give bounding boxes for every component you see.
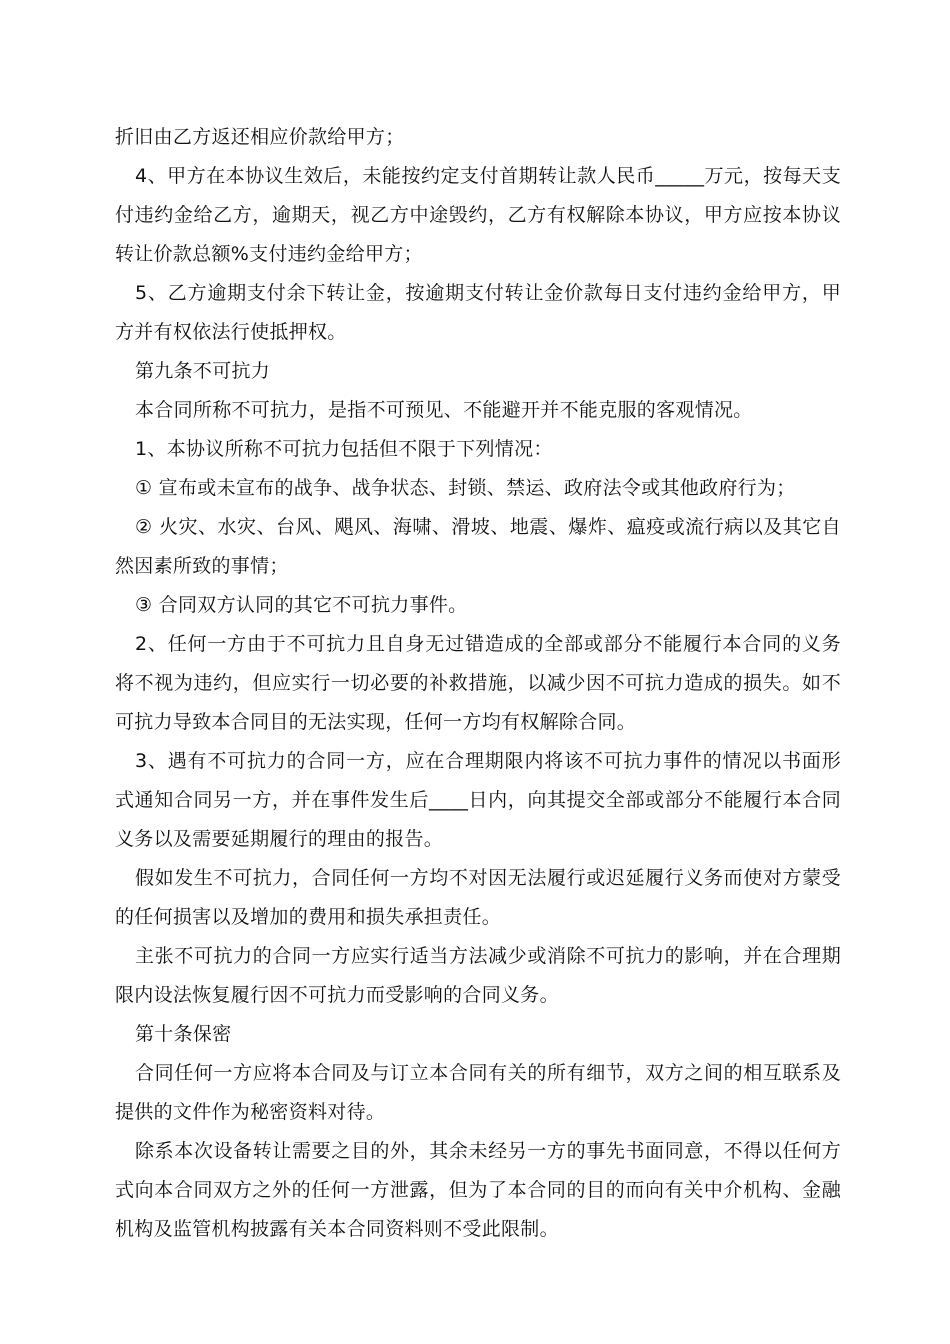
paragraph-confidentiality-exceptions: 除系本次设备转让需要之目的外，其余未经另一方的事先书面同意，不得以任何方式向本合同双方之外的任何一方泄露，但为了本合同的目的而向有关中介机构、金融机构及监管机构披露有关本合同资料则不受此限制。 (115, 1140, 841, 1240)
paragraph-confidentiality-scope: 合同任何一方应将本合同及与订立本合同有关的所有细节，双方之间的相互联系及提供的文件作为秘密资料对待。 (115, 1062, 841, 1123)
paragraph-force-majeure-item-2: 2、任何一方由于不可抗力且自身无过错造成的全部或部分不能履行本合同的义务将不视为违约，但应实行一切必要的补救措施，以减少因不可抗力造成的损失。如不可抗力导致本合同目的无法实现，任何一方均有权解除合同。 (115, 633, 841, 733)
paragraph-depreciation-refund: 折旧由乙方返还相应价款给甲方； (115, 126, 405, 148)
list-item-natural-disaster: ② 火灾、水灾、台风、飓风、海啸、滑坡、地震、爆炸、瘟疫或流行病以及其它自然因素所致的事情； (115, 516, 841, 577)
paragraph-clause-4-party-a-default: 4、甲方在本协议生效后，未能按约定支付首期转让款人民币_____万元，按每天支付违约金给乙方，逾期天，视乙方中途毁约，乙方有权解除本协议，甲方应按本协议转让价款总额%支付违约金给甲方； (115, 165, 841, 265)
list-item-war: ① 宣布或未宣布的战争、战争状态、封锁、禁运、政府法令或其他政府行为； (135, 477, 796, 499)
paragraph-clause-5-party-b-late-payment: 5、乙方逾期支付余下转让金，按逾期支付转让金价款每日支付违约金给甲方，甲方并有权依法行使抵押权。 (115, 282, 841, 343)
document-body (115, 118, 841, 1249)
paragraph-force-majeure-definition: 本合同所称不可抗力，是指不可预见、不能避开并不能克服的客观情况。 (135, 399, 753, 421)
section-heading-force-majeure: 第九条不可抗力 (135, 360, 271, 382)
section-heading-confidentiality: 第十条保密 (135, 1023, 232, 1045)
paragraph-force-majeure-item-1: 1、本协议所称不可抗力包括但不限于下列情况： (135, 438, 553, 460)
paragraph-force-majeure-item-3: 3、遇有不可抗力的合同一方，应在合理期限内将该不可抗力事件的情况以书面形式通知合同另一方，并在事件发生后____日内，向其提交全部或部分不能履行本合同义务以及需要延期履行的理由的报告。 (115, 750, 841, 850)
list-item-agreed-events: ③ 合同双方认同的其它不可抗力事件。 (135, 594, 468, 616)
paragraph-no-liability: 假如发生不可抗力，合同任何一方均不对因无法履行或迟延履行义务而使对方蒙受的任何损害以及增加的费用和损失承担责任。 (115, 867, 841, 928)
paragraph-mitigation: 主张不可抗力的合同一方应实行适当方法减少或消除不可抗力的影响，并在合理期限内设法恢复履行因不可抗力而受影响的合同义务。 (115, 945, 841, 1006)
